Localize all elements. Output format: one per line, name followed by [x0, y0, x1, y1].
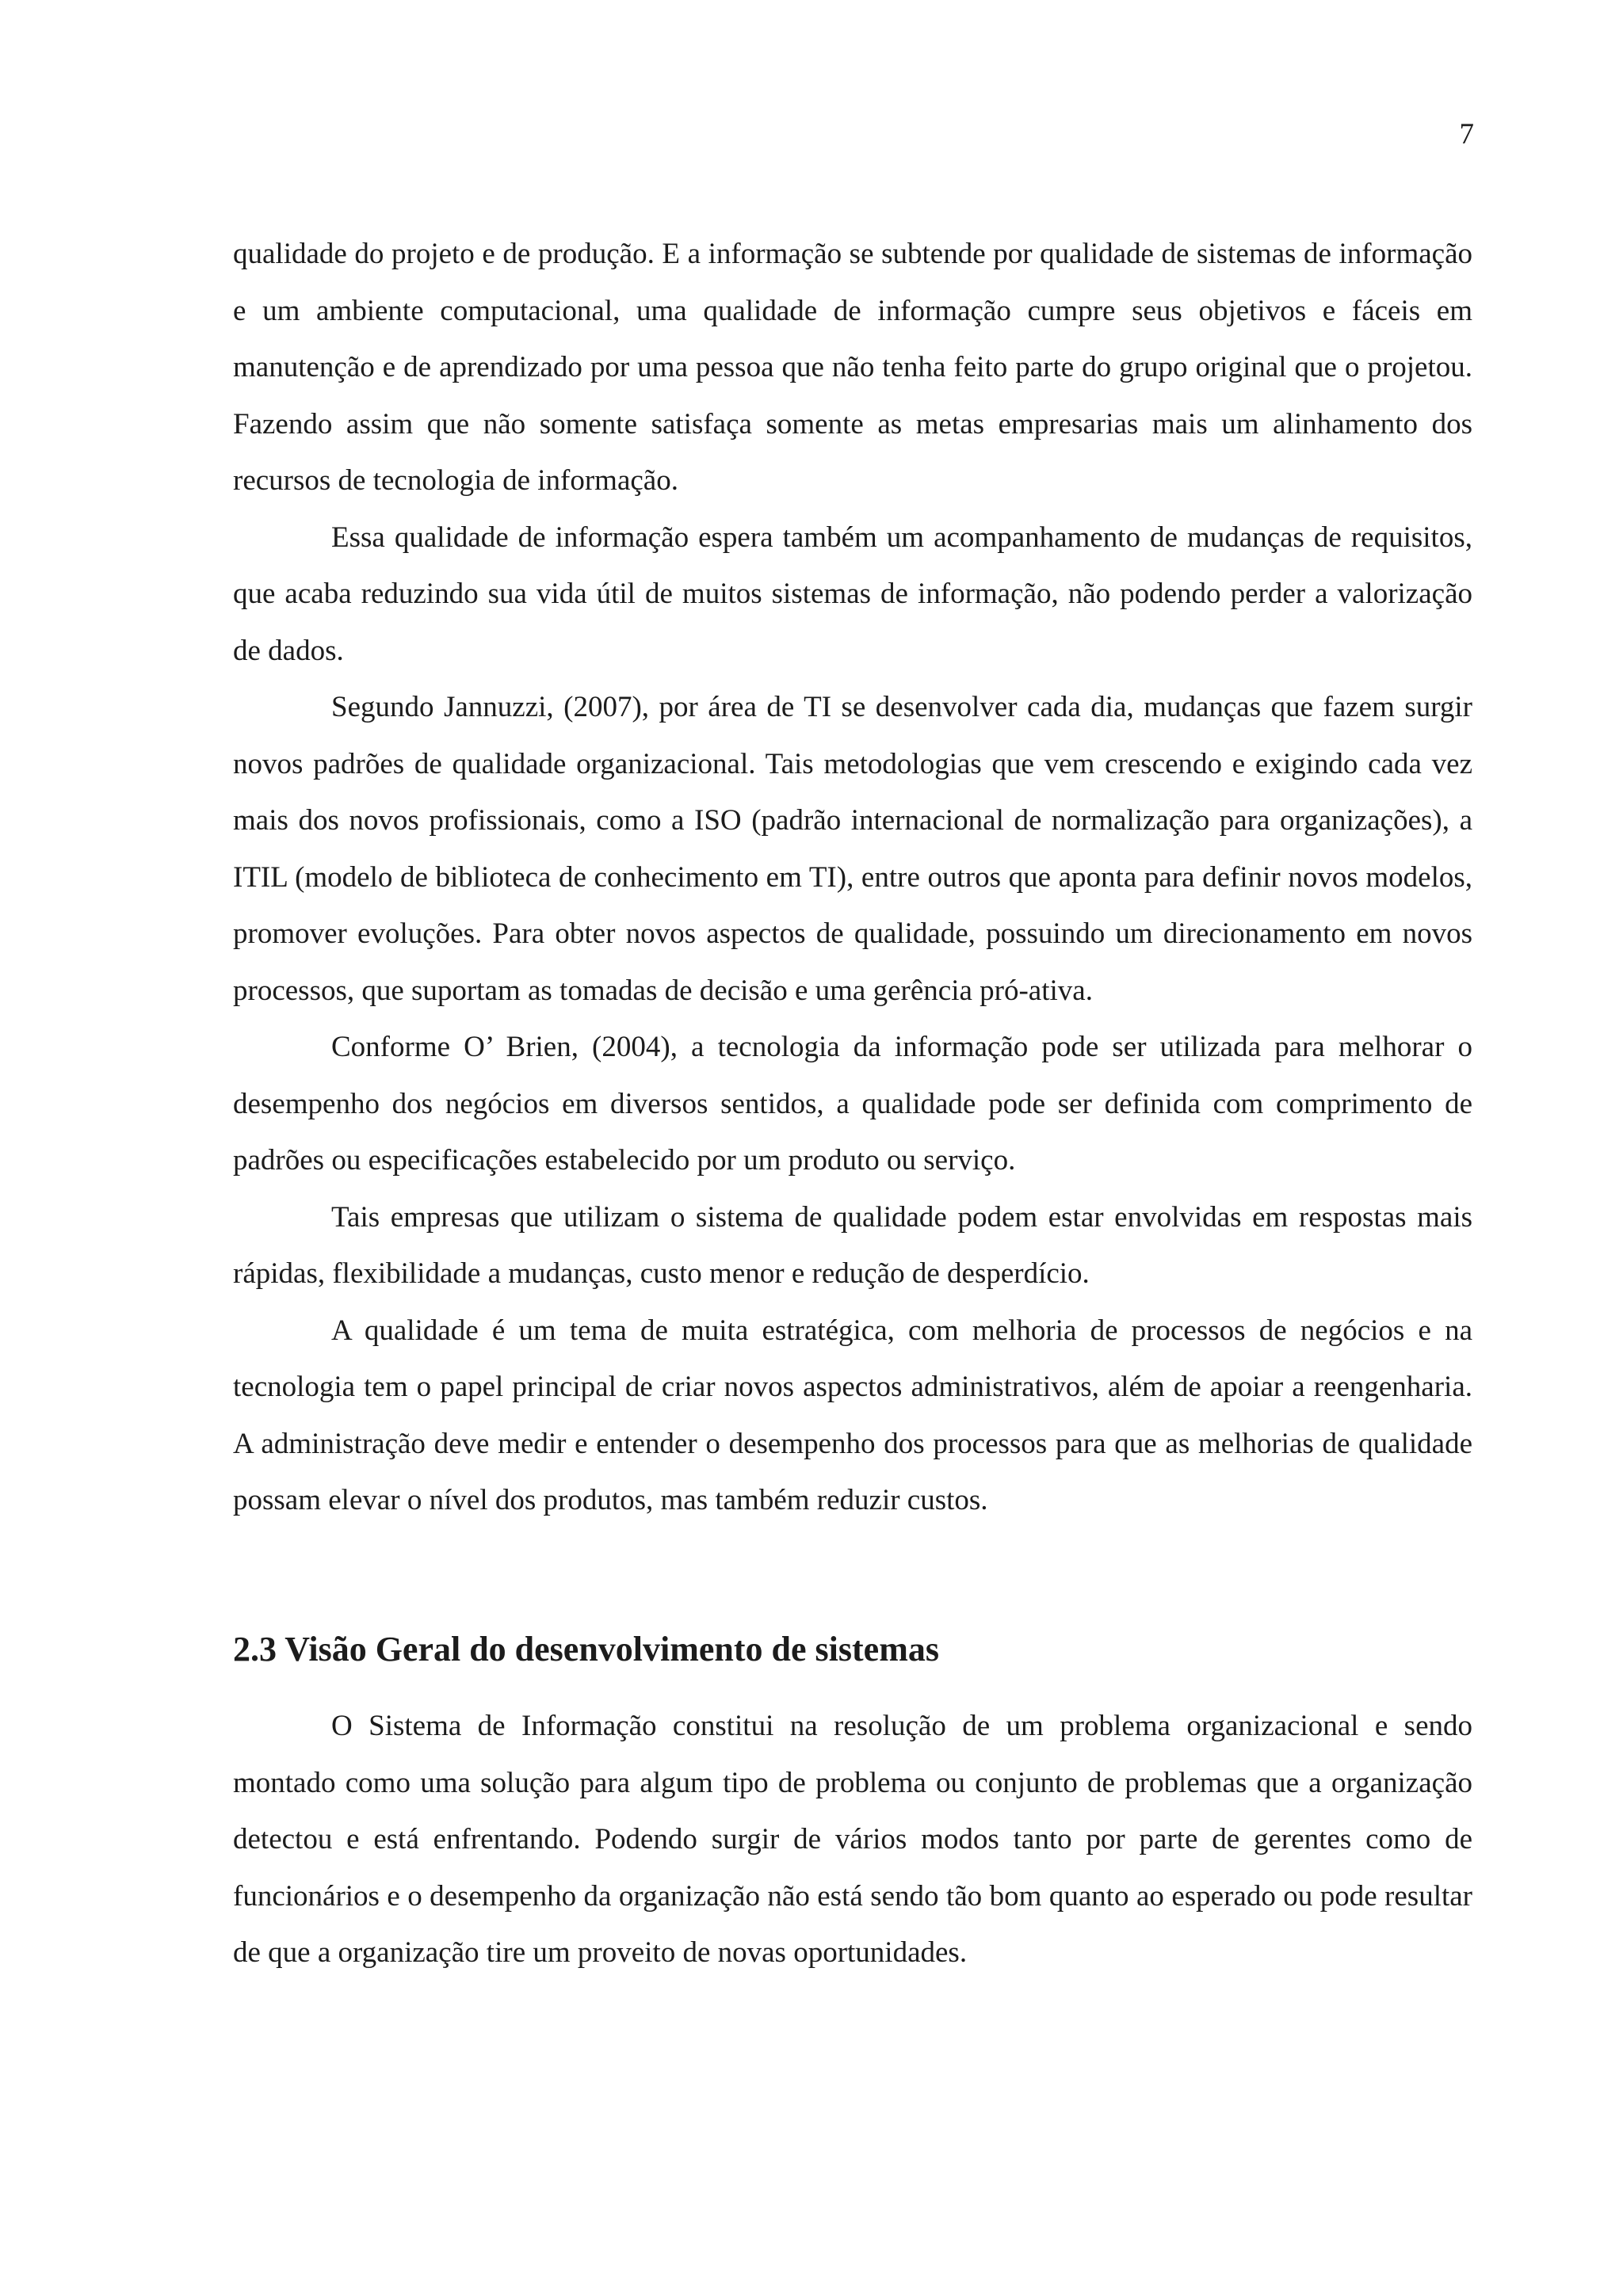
paragraph-quality-continuation: qualidade do projeto e de produção. E a informação se subtende por qualidade de sistemas de informação e um ambiente computacional, uma qualidade de informação cumpre seus objetivos e fáceis em manutenção e de aprendizado por uma pessoa que não tenha feito parte do grupo original que o projetou. Fazendo assim que não somente satisfaça somente as metas empresarias mais um alinhamento dos recursos de tecnologia de informação. — [233, 238, 1472, 497]
paragraph-quality-strategy: A qualidade é um tema de muita estratégica, com melhoria de processos de negócios e na tecnologia tem o papel principal de criar novos aspectos administrativos, além de apoiar a reengenharia. A administração deve medir e entender o desempenho dos processos para que as melhorias de qualidade possam elevar o nível dos produtos, mas também reduzir custos. — [233, 1314, 1472, 1516]
page-body — [233, 226, 1472, 1981]
paragraph-obrien: Conforme O’ Brien, (2004), a tecnologia da informação pode ser utilizada para melhorar o desempenho dos negócios em diversos sentidos, a qualidade pode ser definida com comprimento de padrões ou especificações estabelecido por um produto ou serviço. — [233, 1031, 1472, 1177]
page-number: 7 — [1459, 118, 1474, 151]
paragraph-quality-systems: Tais empresas que utilizam o sistema de qualidade podem estar envolvidas em respostas mais rápidas, flexibilidade a mudanças, custo menor e redução de desperdício. — [233, 1200, 1472, 1290]
paragraph-information-system: O Sistema de Informação constitui na resolução de um problema organizacional e sendo montado como uma solução para algum tipo de problema ou conjunto de problemas que a organização detectou e está enfrentando. Podendo surgir de vários modos tanto por parte de gerentes como de funcionários e o desempenho da organização não está sendo tão bom quanto ao esperado ou pode resultar de que a organização tire um proveito de novas oportunidades. — [233, 1710, 1472, 1969]
paragraph-jannuzzi: Segundo Jannuzzi, (2007), por área de TI se desenvolver cada dia, mudanças que fazem surgir novos padrões de qualidade organizacional. Tais metodologias que vem crescendo e exigindo cada vez mais dos novos profissionais, como a ISO (padrão internacional de normalização para organizações), a ITIL (modelo de biblioteca de conhecimento em TI), entre outros que aponta para definir novos modelos, promover evoluções. Para obter novos aspectos de qualidade, possuindo um direcionamento em novos processos, que suportam as tomadas de decisão e uma gerência pró-ativa. — [233, 691, 1472, 1007]
paragraph-requirements-changes: Essa qualidade de informação espera também um acompanhamento de mudanças de requisitos, que acaba reduzindo sua vida útil de muitos sistemas de informação, não podendo perder a valorização de dados. — [233, 521, 1472, 667]
section-heading: 2.3 Visão Geral do desenvolvimento de sistemas — [233, 1629, 939, 1669]
